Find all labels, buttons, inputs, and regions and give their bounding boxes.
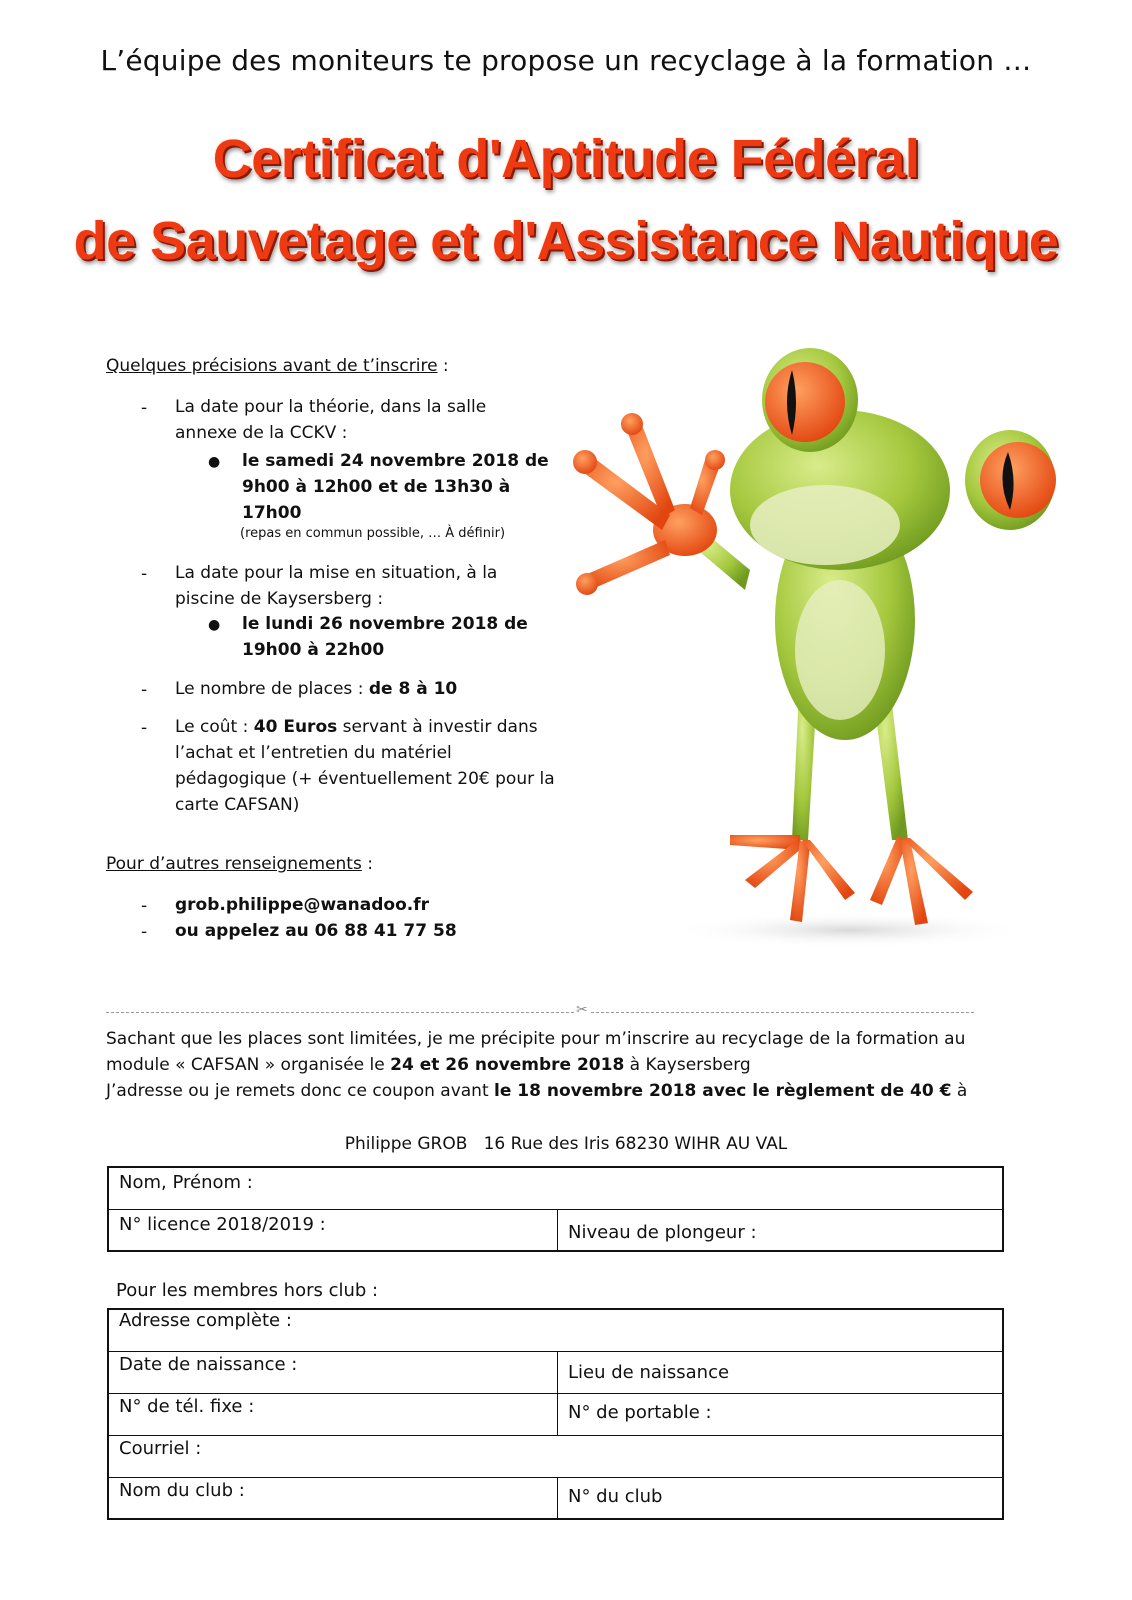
contact-phone: ou appelez au 06 88 41 77 58 — [175, 921, 457, 941]
title-line-2: de Sauvetage et d'Assistance Nautique — [73, 211, 1059, 271]
frog-illustration — [570, 340, 1070, 960]
theorie-date-1: le samedi 24 novembre 2018 de — [242, 451, 549, 471]
field-tel-fixe[interactable]: N° de tél. fixe : — [108, 1393, 558, 1435]
field-nom-prenom[interactable]: Nom, Prénom : — [108, 1167, 1003, 1209]
contact-heading: Pour d’autres renseignements : — [106, 854, 373, 874]
theorie-note: (repas en commun possible, … À définir) — [240, 526, 506, 541]
contact-email[interactable]: grob.philippe@wanadoo.fr — [175, 895, 429, 915]
external-member-form — [107, 1308, 1004, 1520]
dash-bullet: - — [141, 680, 148, 700]
frog-eye-left — [765, 362, 845, 442]
piscine-line-1: La date pour la mise en situation, à la — [175, 563, 498, 583]
field-portable[interactable]: N° de portable : — [558, 1393, 1004, 1435]
places-line: Le nombre de places : de 8 à 10 — [175, 679, 458, 699]
theorie-date-3: 17h00 — [242, 503, 302, 523]
cout-line-3: pédagogique (+ éventuellement 20€ pour la — [175, 769, 555, 789]
field-courriel[interactable]: Courriel : — [108, 1435, 1003, 1477]
frog-shadow — [670, 912, 1030, 948]
cut-line — [106, 1012, 974, 1013]
dash-bullet: - — [141, 564, 148, 584]
round-bullet: ● — [208, 454, 221, 470]
theorie-date-2: 9h00 à 12h00 et de 13h30 à — [242, 477, 511, 497]
piscine-date-1: le lundi 26 novembre 2018 de — [242, 614, 528, 634]
field-adresse[interactable]: Adresse complète : — [108, 1309, 1003, 1351]
dash-bullet: - — [141, 398, 148, 418]
cout-line-2: l’achat et l’entretien du matériel — [175, 743, 452, 763]
frog-belly — [795, 580, 885, 720]
field-licence[interactable]: N° licence 2018/2019 : — [108, 1209, 558, 1251]
field-num-club[interactable]: N° du club — [558, 1477, 1004, 1519]
cout-line-4: carte CAFSAN) — [175, 795, 300, 815]
hors-club-label: Pour les membres hors club : — [116, 1280, 379, 1301]
cout-line-1: Le coût : 40 Euros servant à investir dans — [175, 717, 538, 737]
piscine-date-2: 19h00 à 22h00 — [242, 640, 385, 660]
frog-left-foot — [730, 835, 855, 922]
field-nom-club[interactable]: Nom du club : — [108, 1477, 558, 1519]
dash-bullet: - — [141, 896, 148, 916]
coupon-line-1: Sachant que les places sont limitées, je me précipite pour m’inscrire au recyclage de la formation au — [106, 1029, 966, 1049]
field-date-naissance[interactable]: Date de naissance : — [108, 1351, 558, 1393]
frog-chin — [750, 485, 900, 565]
frog-right-foot — [870, 835, 973, 925]
scissors-icon: ✂ — [576, 1002, 588, 1018]
theorie-line-1: La date pour la théorie, dans la salle — [175, 397, 487, 417]
piscine-line-2: piscine de Kaysersberg : — [175, 589, 384, 609]
precisions-heading: Quelques précisions avant de t’inscrire : — [106, 356, 449, 376]
theorie-line-2: annexe de la CCKV : — [175, 423, 348, 443]
registration-form — [107, 1166, 1004, 1252]
coupon-line-2: module « CAFSAN » organisée le 24 et 26 novembre 2018 à Kaysersberg — [106, 1055, 751, 1075]
title-line-1: Certificat d'Aptitude Fédéral — [212, 129, 920, 189]
coupon-line-3: J’adresse ou je remets donc ce coupon avant le 18 novembre 2018 avec le règlement de 40 € à — [106, 1081, 968, 1101]
round-bullet: ● — [208, 617, 221, 633]
dash-bullet: - — [141, 718, 148, 738]
intro-line: L’équipe des moniteurs te propose un recyclage à la formation … — [100, 44, 1032, 77]
dash-bullet: - — [141, 922, 148, 942]
field-lieu-naissance[interactable]: Lieu de naissance — [558, 1351, 1004, 1393]
field-niveau[interactable]: Niveau de plongeur : — [558, 1209, 1004, 1251]
frog-eye-right — [980, 442, 1056, 518]
frog-hand — [573, 413, 725, 595]
mailing-address: Philippe GROB 16 Rue des Iris 68230 WIHR AU VAL — [344, 1134, 788, 1154]
